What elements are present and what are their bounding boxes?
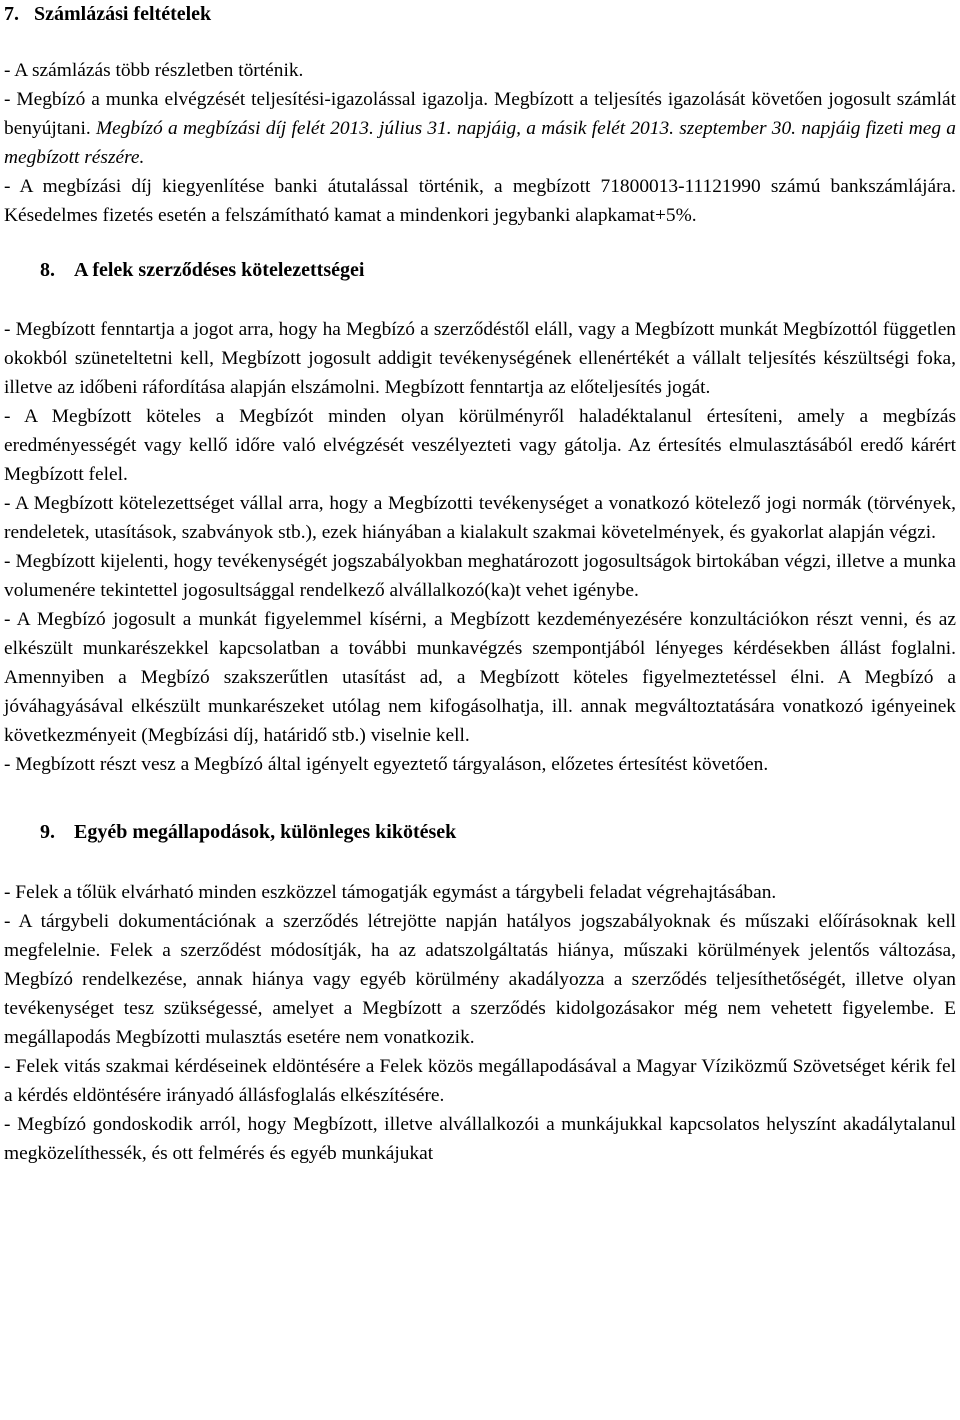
paragraph: - A számlázás több részletben történik. bbox=[4, 60, 304, 81]
section-number: 7. bbox=[4, 3, 19, 25]
paragraph-text: - Megbízó a munka elvégzését teljesítési-igazolással igazolja. Megbízott a teljesítés igazolását követően jogosult számlát benyújtani. bbox=[4, 89, 956, 139]
section-9-heading bbox=[4, 818, 956, 847]
section-title: A felek szerződéses kötelezettségei bbox=[74, 259, 365, 281]
paragraph: - Felek vitás szakmai kérdéseinek eldöntésére a Felek közös megállapodásával a Magyar Víziközmű Szövetséget kérik fel a kérdés eldöntésére irányadó állásfoglalás elkészítésére. bbox=[4, 1056, 956, 1106]
section-8-heading bbox=[4, 256, 956, 285]
paragraph: - A Megbízott kötelezettséget vállal arra, hogy a Megbízotti tevékenységet a vonatkozó kötelező jogi normák (törvények, rendeletek, utasítások, szabványok stb.), ezek hiányában a kialakult szakmai követelmények, és gyakorlat alapján végzi. bbox=[4, 493, 956, 543]
section-number: 9. bbox=[40, 821, 55, 843]
paragraph bbox=[4, 85, 956, 172]
paragraph: - A tárgybeli dokumentációnak a szerződés létrejötte napján hatályos jogszabályoknak és műszaki előírásoknak kell megfelelnie. Felek a szerződést módosítják, ha az adatszolgáltatás hiánya, műszaki körülmények jelentős változása, Megbízó rendelkezése, annak hiánya vagy egyéb körülmény akadályozza a szerződés teljesíthetőségét, illetve olyan tevékenységet tesz szükségessé, amelyet a Megbízott a szerződés kidolgozásakor még nem vehetett figyelembe. E megállapodás Megbízotti mulasztás esetére nem vonatkozik. bbox=[4, 911, 956, 1048]
section-number: 8. bbox=[40, 259, 55, 281]
paragraph: - Megbízó gondoskodik arról, hogy Megbízott, illetve alvállalkozói a munkájukkal kapcsolatos helyszínt akadálytalanul megközelíthessék, és ott felmérés és egyéb munkájukat bbox=[4, 1114, 956, 1164]
paragraph-italic-text: Megbízó a megbízási díj felét 2013. július 31. napjáig, a másik felét 2013. szeptember 30. napjáig fizeti meg a megbízott részére. bbox=[4, 118, 956, 168]
paragraph: - A megbízási díj kiegyenlítése banki átutalással történik, a megbízott 71800013-11121990 számú bankszámlájára. Késedelmes fizetés esetén a felszámítható kamat a mindenkori jegybanki alapkamat+5%. bbox=[4, 176, 956, 226]
section-title: Számlázási feltételek bbox=[34, 3, 212, 25]
paragraph: - Megbízott kijelenti, hogy tevékenységét jogszabályokban meghatározott jogosultságok birtokában végzi, illetve a munka volumenére tekintettel jogosultsággal rendelkező alvállalkozó(ka)t vehet igénybe. bbox=[4, 551, 956, 601]
paragraph: - A Megbízó jogosult a munkát figyelemmel kísérni, a Megbízott kezdeményezésére konzultációkon részt venni, és az elkészült munkarészekkel kapcsolatban a további munkavégzés szempontjából lényeges kérdésekben állást foglalni. Amennyiben a Megbízó szakszerűtlen utasítást ad, a Megbízott köteles figyelmeztetéssel élni. A Megbízó a jóváhagyásával elkészült munkarészeket utólag nem kifogásolhatja, ill. annak megváltoztatására vonatkozó igényeinek következményeit (Megbízási díj, határidő stb.) viselnie kell. bbox=[4, 609, 956, 746]
paragraph: - Megbízott fenntartja a jogot arra, hogy ha Megbízó a szerződéstől eláll, vagy a Megbízott munkát Megbízottól független okokból szüneteltetni kell, Megbízott jogosult addigit tevékenységének ellenértékét a vállalt teljesítés készültségi foka, illetve az időbeni ráfordítása alapján elszámolni. Megbízott fenntartja az előteljesítés jogát. bbox=[4, 319, 956, 398]
section-title: Egyéb megállapodások, különleges kikötések bbox=[74, 821, 457, 843]
paragraph: - Felek a tőlük elvárható minden eszközzel támogatják egymást a tárgybeli feladat végrehajtásában. bbox=[4, 882, 777, 903]
section-7-heading bbox=[4, 0, 956, 29]
paragraph: - Megbízott részt vesz a Megbízó által igényelt egyeztető tárgyaláson, előzetes értesítést követően. bbox=[4, 754, 769, 775]
paragraph: - A Megbízott köteles a Megbízót minden olyan körülményről haladéktalanul értesíteni, amely a megbízás eredményességét vagy kellő időre való elvégzését veszélyezteti vagy gátolja. Az értesítés elmulasztásából eredő kárért Megbízott felel. bbox=[4, 406, 956, 485]
